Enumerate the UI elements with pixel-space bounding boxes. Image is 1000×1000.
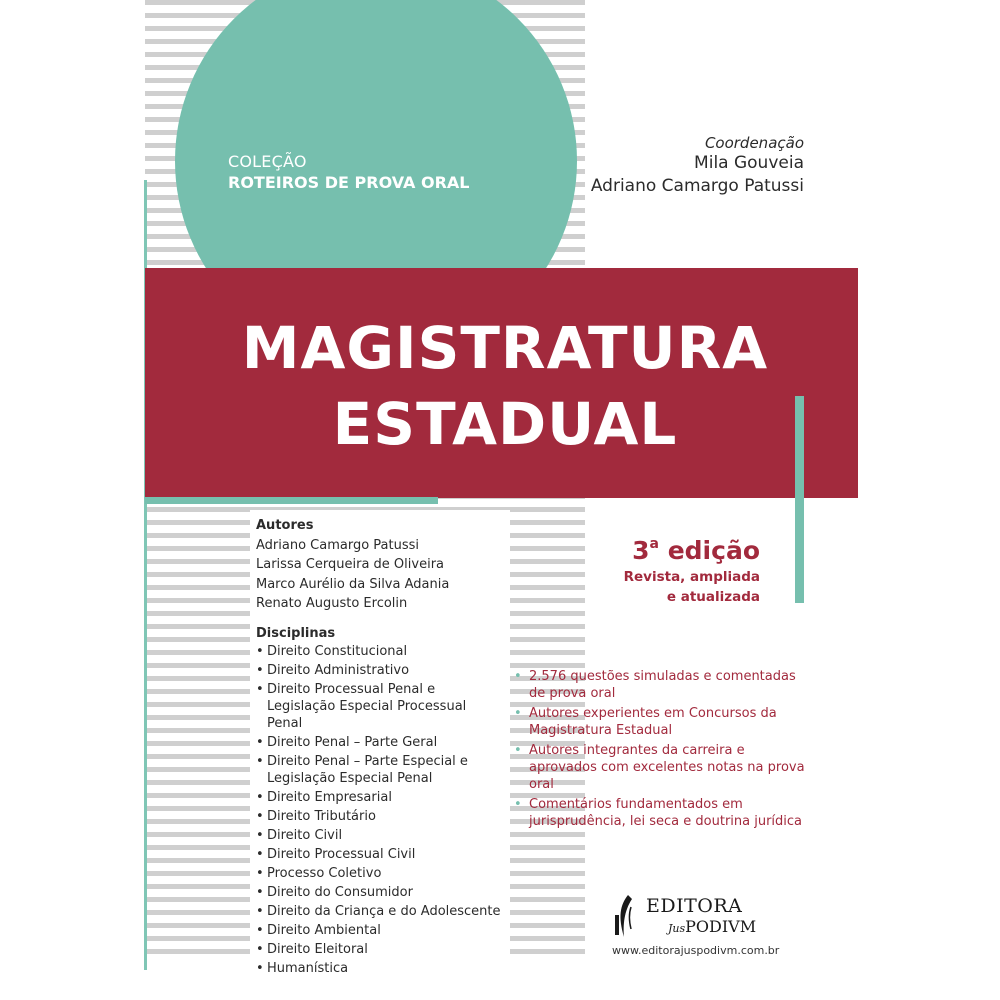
edition-ordinal: a [649, 536, 659, 552]
features-block [514, 668, 814, 833]
discipline-item: • Direito Civil [256, 827, 503, 844]
publisher-name: EDITORA [646, 895, 743, 917]
discipline-item: • Direito Processual Civil [256, 846, 503, 863]
title-line-1: MAGISTRATURA [241, 314, 769, 382]
discipline-item: • Direito Empresarial [256, 789, 503, 806]
collection-label [228, 152, 469, 192]
disciplines-list [256, 643, 503, 977]
coordination-label: Coordenação [704, 134, 804, 152]
publisher-subname-prefix: Jus [668, 922, 686, 935]
feature-item: • Autores experientes em Concursos da Magistratura Estadual [514, 705, 814, 739]
discipline-item: • Processo Coletivo [256, 865, 503, 882]
teal-vertical-bar [795, 396, 804, 603]
edition-note-1: Revista, ampliada [623, 569, 760, 585]
discipline-item: • Humanística [256, 960, 503, 977]
disciplines-block [256, 624, 503, 979]
edition-number: 3 [632, 536, 650, 565]
coordination-block [591, 134, 804, 198]
edition-title [624, 528, 760, 567]
feature-item: • 2.576 questões simuladas e comentadas de prova oral [514, 668, 814, 702]
discipline-item: • Direito Ambiental [256, 922, 503, 939]
discipline-item: • Direito do Consumidor [256, 884, 503, 901]
edition-block [624, 528, 760, 607]
feature-item: • Autores integrantes da carreira e aprovados com excelentes notas na prova oral [514, 742, 814, 793]
features-list [514, 668, 814, 830]
collection-name: ROTEIROS DE PROVA ORAL [228, 173, 470, 192]
discipline-item: • Direito Administrativo [256, 662, 503, 679]
authors-list [256, 536, 449, 614]
book-title [145, 310, 865, 462]
discipline-item: • Direito da Criança e do Adolescente [256, 903, 503, 920]
coordinator-name: Mila Gouveia [694, 153, 804, 173]
discipline-item: • Direito Constitucional [256, 643, 503, 660]
discipline-item: • Direito Penal – Parte Especial e Legislação Especial Penal [256, 753, 503, 787]
discipline-item: • Direito Tributário [256, 808, 503, 825]
edition-note-2: e atualizada [666, 589, 760, 605]
discipline-item: • Direito Eleitoral [256, 941, 503, 958]
disciplines-heading: Disciplinas [256, 626, 336, 641]
teal-underline-bar [145, 497, 438, 504]
feature-item: • Comentários fundamentados em jurisprudência, lei seca e doutrina jurídica [514, 796, 814, 830]
publisher-block [612, 893, 792, 963]
title-line-2: ESTADUAL [332, 390, 678, 458]
publisher-logo-icon [612, 893, 638, 939]
coordinator-name: Adriano Camargo Patussi [590, 176, 804, 196]
author-name: Adriano Camargo Patussi [256, 537, 420, 553]
publisher-subname-main: PODIVM [685, 917, 757, 936]
edition-word: edição [667, 536, 760, 565]
author-name: Renato Augusto Ercolin [256, 596, 408, 611]
publisher-subname [668, 917, 756, 936]
collection-prefix: COLEÇÃO [228, 152, 307, 171]
discipline-item: • Direito Penal – Parte Geral [256, 734, 503, 751]
discipline-item: • Direito Processual Penal e Legislação Especial Processual Penal [256, 681, 503, 732]
authors-block [256, 516, 449, 614]
author-name: Larissa Cerqueira de Oliveira [256, 557, 444, 572]
author-name: Marco Aurélio da Silva Adania [256, 576, 450, 592]
publisher-url: www.editorajuspodivm.com.br [612, 944, 780, 957]
authors-heading: Autores [256, 518, 314, 533]
